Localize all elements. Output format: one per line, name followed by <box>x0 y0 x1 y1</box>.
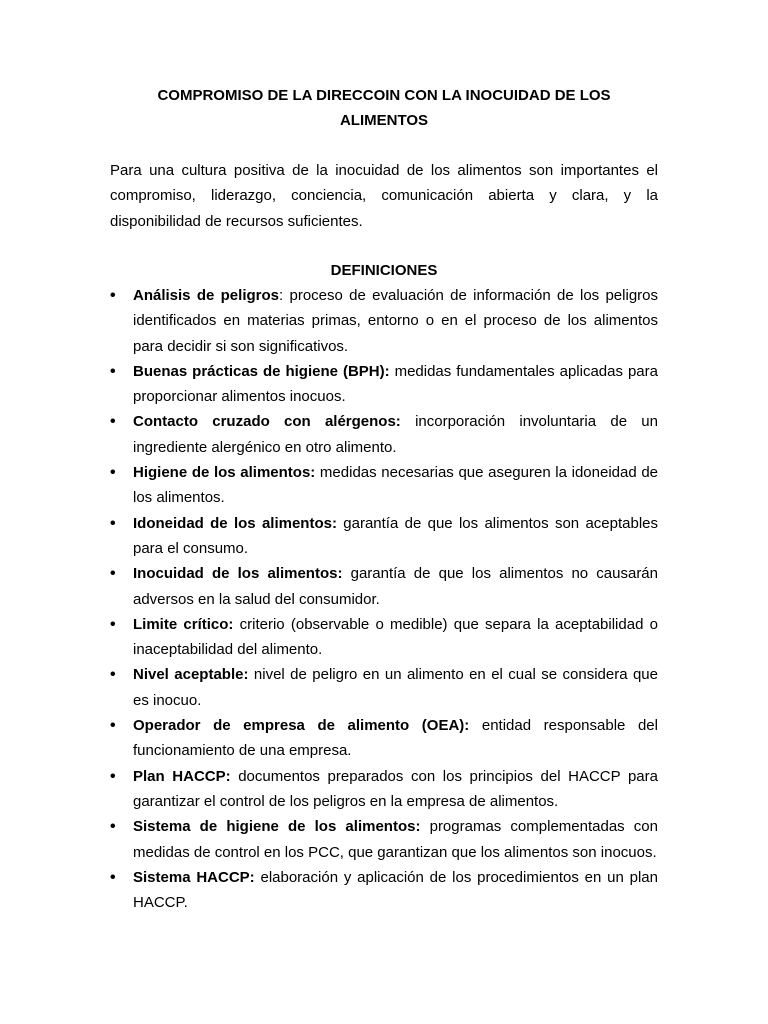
definition-item <box>110 865 658 916</box>
bullet-icon: • <box>110 666 116 684</box>
definition-term: Sistema HACCP: <box>133 868 255 886</box>
definition-item <box>110 283 658 359</box>
definition-term: Sistema de higiene de los alimentos: <box>133 818 421 836</box>
definition-body: medidas necesarias que aseguren la idoneidad de los alimentos. <box>133 464 659 507</box>
definition-body: garantía de que los alimentos son aceptables para el consumo. <box>133 514 658 557</box>
bullet-icon: • <box>110 514 116 532</box>
definition-term: Nivel aceptable: <box>133 666 249 684</box>
definition-term: Limite crítico: <box>133 615 234 633</box>
definition-item <box>110 359 658 410</box>
definition-text <box>133 814 658 865</box>
intro-line-1: Para una cultura positiva de la inocuidad de los alimentos son importantes el <box>110 162 658 179</box>
definition-body: garantía de que los alimentos no causarán adversos en la salud del consumidor. <box>133 565 658 608</box>
definition-body: criterio (observable o medible) que separa la aceptabilidad o inaceptabilidad del alimento. <box>133 615 658 659</box>
definition-body: proceso de evaluación de información de los peligros identificados en materias primas, entorno o en el proceso de los alimentos para decidir si son significativos. <box>133 287 658 355</box>
bullet-icon: • <box>110 868 116 886</box>
definition-item <box>110 713 658 764</box>
definitions-list <box>110 283 658 915</box>
definition-term: Higiene de los alimentos: <box>133 464 316 482</box>
definition-text <box>133 865 658 916</box>
definition-term: Inocuidad de los alimentos: <box>133 565 343 583</box>
definition-text <box>133 662 658 713</box>
definition-item <box>110 612 658 663</box>
definition-body: incorporación involuntaria de un ingrediente alergénico en otro alimento. <box>133 413 658 456</box>
definition-body: programas complementadas con medidas de control en los PCC, que garantizan que los alimentos son inocuos. <box>133 818 658 861</box>
definition-text <box>133 511 658 562</box>
definition-term: Plan HACCP: <box>133 767 231 785</box>
definitions-heading: DEFINICIONES <box>330 262 438 279</box>
definition-text <box>133 460 658 511</box>
definition-body: elaboración y aplicación de los procedimientos en un plan HACCP. <box>133 868 658 912</box>
definition-term: Buenas prácticas de higiene (BPH): <box>133 362 390 380</box>
definition-text <box>133 359 658 410</box>
definition-body: medidas fundamentales aplicadas para proporcionar alimentos inocuos. <box>133 362 658 406</box>
bullet-icon: • <box>110 717 116 735</box>
definition-item <box>110 511 658 562</box>
definition-text <box>133 612 658 663</box>
bullet-icon: • <box>110 565 116 583</box>
bullet-icon: • <box>110 767 116 785</box>
intro-paragraph <box>110 158 658 234</box>
definition-term: Operador de empresa de alimento (OEA): <box>133 717 470 735</box>
definition-body: documentos preparados con los principios del HACCP para garantizar el control de los peligros en la empresa de alimentos. <box>133 767 658 810</box>
bullet-icon: • <box>110 287 116 304</box>
definition-body: nivel de peligro en un alimento en el cual se considera que es inocuo. <box>133 666 658 709</box>
definition-body: entidad responsable del funcionamiento de una empresa. <box>133 717 658 760</box>
document-title-line-2: ALIMENTOS <box>339 112 429 129</box>
definition-term: Idoneidad de los alimentos: <box>133 514 337 532</box>
bullet-icon: • <box>110 464 116 482</box>
definition-item <box>110 662 658 713</box>
bullet-icon: • <box>110 615 116 633</box>
bullet-icon: • <box>110 413 116 431</box>
definition-item <box>110 561 658 612</box>
definition-separator: : <box>279 287 284 304</box>
bullet-icon: • <box>110 818 116 836</box>
definition-text <box>133 283 658 359</box>
definition-text <box>133 764 658 815</box>
definition-item <box>110 460 658 511</box>
definition-text <box>133 713 658 764</box>
definition-item <box>110 764 658 815</box>
document-title-line-1: COMPROMISO DE LA DIRECCOIN CON LA INOCUIDAD DE LOS <box>157 87 611 104</box>
intro-line-3: disponibilidad de recursos suficientes. <box>110 212 363 230</box>
definition-text <box>133 561 658 612</box>
definition-item <box>110 409 658 460</box>
intro-line-2: compromiso, liderazgo, conciencia, comunicación abierta y clara, y la <box>110 187 658 205</box>
bullet-icon: • <box>110 362 116 380</box>
document-title <box>110 83 658 133</box>
definition-item <box>110 814 658 865</box>
definition-term: Contacto cruzado con alérgenos: <box>133 413 401 431</box>
definition-term: Análisis de peligros <box>133 287 279 304</box>
definition-text <box>133 409 658 460</box>
